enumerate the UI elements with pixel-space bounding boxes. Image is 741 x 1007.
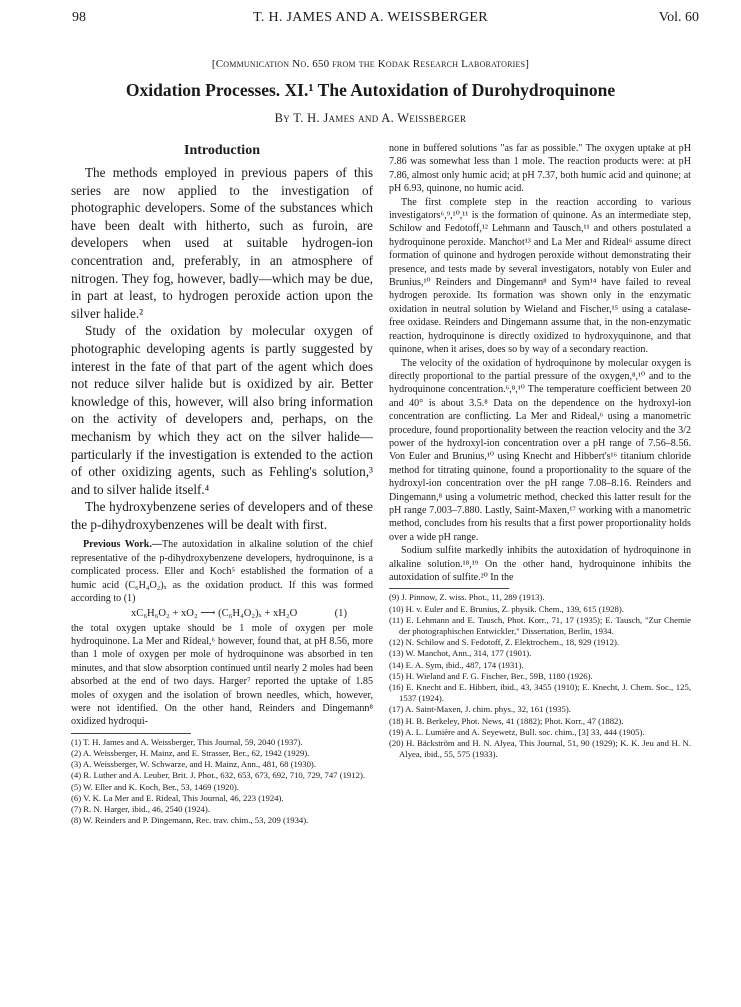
footnote: (12) N. Schilow and S. Fedotoff, Z. Elektrochem., 18, 929 (1912). xyxy=(389,637,620,648)
body-paragraph-3: The velocity of the oxidation of hydroquinone by molecular oxygen is directly proportional to the partial pressure of the oxygen,⁸,¹⁰ and to the hydroquinone concentration.⁶,⁸,¹⁰ The temperature coefficient between 20 and 40° is about 3.5.⁸ Data on the dependence on the hydroxyl-ion concentration are conflicting. La Mer and Rideal,⁶ using a manometric procedure, found proportionality between the reaction velocity and the 3/2 power of the hydroxyl-ion concentration over a pH range of 7.56–8.56. Von Euler and Brunius,¹⁰ using Knecht and Hibbert's¹⁶ titanium chloride method for titrating quinone, found a proportionality to the square of the hydroxyl-ion concentration over the pH range 7.08–8.16. Reinders and Dingemann,⁸ using a volumetric method, checked this latter result for the pH range 7.003–7.880. Lastly, Saint-Maxen,¹⁷ working with a manometric method, concludes from his results that a first power proportionality holds over a wide pH range. xyxy=(389,357,691,543)
previous-work-paragraph xyxy=(71,538,373,605)
left-footnotes xyxy=(71,737,373,827)
footnote: (20) H. Bäckström and H. N. Alyea, This Journal, 51, 90 (1929); K. K. Jeu and H. N. Alyea, ibid., 55, 575 (1933). xyxy=(389,738,691,760)
right-column xyxy=(389,142,691,760)
footnote: (19) A. L. Lumière and A. Seyewetz, Bull. soc. chim., [3] 33, 444 (1905). xyxy=(389,726,645,737)
previous-work-text: The autoxidation in alkaline solution of the chief representative of the p-dihydroxybenzene developers, hydroquinone, is a complicated process. Eller and Koch⁵ established the formation of a humic acid (C₆H₄O₂)ₓ as the oxidation product. If this was formed according to (1) xyxy=(71,539,373,605)
footnote: (18) H. B. Berkeley, Phot. News, 41 (1882); Phot. Korr., 47 (1882). xyxy=(389,715,624,726)
footnote: (7) R. N. Harger, ibid., 46, 2540 (1924). xyxy=(71,803,210,814)
right-footnotes xyxy=(389,592,691,760)
footnote: (2) A. Weissberger, H. Mainz, and E. Strasser, Ber., 62, 1942 (1929). xyxy=(71,747,310,758)
intro-paragraph-2: Study of the oxidation by molecular oxygen of photographic developing agents is partly suggested by interest in the fate of that part of the agent which does not reduce silver halide but is oxidized by air. Better knowledge of this, however, will also bring information on the activity of developers and, perhaps, on the mechanism by which they act on the silver halide—particularly if the investigation is extended to the action of other oxidizing agents, such as Fehling's solution,³ and to silver halide itself.⁴ xyxy=(71,323,373,497)
footnote: (14) E. A. Sym, ibid., 487, 174 (1931). xyxy=(389,659,524,670)
body-paragraph-4: Sodium sulfite markedly inhibits the autoxidation of hydroquinone in alkaline solution.¹⁸,¹⁹ On the other hand, hydroquinone inhibits the autoxidation of sulfite.²⁰ In the xyxy=(389,545,691,583)
volume-label: Vol. 60 xyxy=(658,10,699,25)
footnote: (6) V. K. La Mer and E. Rideal, This Journal, 46, 223 (1924). xyxy=(71,792,284,803)
intro-paragraph-1: The methods employed in previous papers of this series are now applied to the investigation of photographic developers. Some of the substances which have been dealt with hitherto, such as furoin, are developers when used at suitable hydrogen-ion concentration and, preferably, in an atmosphere of nitrogen. They fog, however, badly—which may be due, in part at least, to hydrogen peroxide action upon the silver halide.² xyxy=(71,165,373,321)
footnote: (4) R. Luther and A. Leuber, Brit. J. Phot., 632, 653, 673, 692, 710, 729, 747 (1912). xyxy=(71,770,366,781)
page-number: 98 xyxy=(72,10,86,25)
footnote: (8) W. Reinders and P. Dingemann, Rec. trav. chim., 53, 209 (1934). xyxy=(71,815,309,826)
footnote: (17) A. Saint-Maxen, J. chim. phys., 32, 161 (1935). xyxy=(389,704,571,715)
article-title: Oxidation Processes. XI.¹ The Autoxidation of Durohydroquinone xyxy=(125,80,616,100)
body-paragraph-2: The first complete step in the reaction according to various investigators⁶,⁹,¹⁰,¹¹ is the formation of quinone. As an intermediate step, Schilow and Fedotoff,¹² Lehmann and Tausch,¹¹ and others postulated a hydroquinone peroxide. Manchot¹³ and La Mer and Rideal⁶ assume direct formation of quinone and hydrogen peroxide without demonstrating their presence, and tests made by several investigators, notably von Euler and Brunius,¹⁰ Reinders and Dingemann⁸ and Sym¹⁴ have failed to reveal hydrogen peroxide. Its formation was shown only in the enzymatic oxidation in neutral solution by Wieland and Fischer,¹⁵ using a catalase-free oxidase. Reinders and Dingemann assume that, in the non-enzymatic reaction, hydroquinone is directly oxidized to hydroxyquinone, and that quinone, when it arises, does so by way of a secondary reaction. xyxy=(389,196,691,356)
previous-work-heading: Previous Work.— xyxy=(83,539,163,551)
footnote: (9) J. Pinnow, Z. wiss. Phot., 11, 289 (1913). xyxy=(389,592,545,603)
running-head-authors: T. H. JAMES AND A. WEISSBERGER xyxy=(253,10,488,25)
continuation-paragraph: the total oxygen uptake should be 1 mole of oxygen per mole hydroquinone. La Mer and Rideal,⁶ however, found that, at pH 8.56, more than 1 mole of oxygen per mole of hydroquinone was absorbed in ten minutes, and that slow absorption continued until nearly 2 moles had been absorbed at the end of two days. Harger⁷ reported the uptake of 1.85 moles of oxygen and the isolation of brown needles, which, however, were not identified. On the other hand, Reinders and Dingemann⁸ oxidized hydroqui- xyxy=(71,622,373,728)
footnote-rule xyxy=(389,588,509,589)
footnote: (1) T. H. James and A. Weissberger, This Journal, 59, 2040 (1937). xyxy=(71,736,303,747)
footnote: (13) W. Manchot, Ann., 314, 177 (1901). xyxy=(389,648,532,659)
footnote: (5) W. Eller and K. Koch, Ber., 53, 1469 (1920). xyxy=(71,781,239,792)
footnote: (3) A. Weissberger, W. Schwarze, and H. Mainz, Ann., 481, 68 (1930). xyxy=(71,759,316,770)
communication-line: [Communication No. 650 from the Kodak Research Laboratories] xyxy=(211,58,530,70)
footnote: (15) H. Wieland and F. G. Fischer, Ber., 59B, 1180 (1926). xyxy=(389,670,593,681)
footnote-rule xyxy=(71,733,191,734)
footnote: (10) H. v. Euler and E. Brunius, Z. physik. Chem., 139, 615 (1928). xyxy=(389,603,624,614)
section-heading-introduction: Introduction xyxy=(184,143,260,158)
footnote: (11) E. Lehmann and E. Tausch, Phot. Korr., 71, 17 (1935); E. Tausch, "Zur Chemie der photographischen Entwickler," Dissertation, Berlin, 1934. xyxy=(389,614,691,637)
footnote: (16) E. Knecht and E. Hibbert, ibid., 43, 3455 (1910); E. Knecht, J. Chem. Soc., 125, 1537 (1924). xyxy=(389,682,691,704)
equation-1 xyxy=(71,606,373,622)
left-column xyxy=(71,142,373,826)
body-paragraph-1: none in buffered solutions "as far as possible." The oxygen uptake at pH 7.86 was somewhat less than 1 mole. The reaction products were: at pH 7.86, almost only humic acid; at pH 7.37, both humic acid and quinone; at pH 6.93, quinone, no humic acid. xyxy=(389,143,691,195)
equation-text: xC₆H₆O₂ + xO₂ ⟶ (C₆H₄O₂)ₓ + xH₂O xyxy=(131,607,298,619)
equation-number: (1) xyxy=(334,607,347,619)
intro-paragraph-3: The hydroxybenzene series of developers and of these the p-dihydroxybenzenes will be dealt with first. xyxy=(71,499,373,532)
article-byline: By T. H. James and A. Weissberger xyxy=(274,111,467,125)
